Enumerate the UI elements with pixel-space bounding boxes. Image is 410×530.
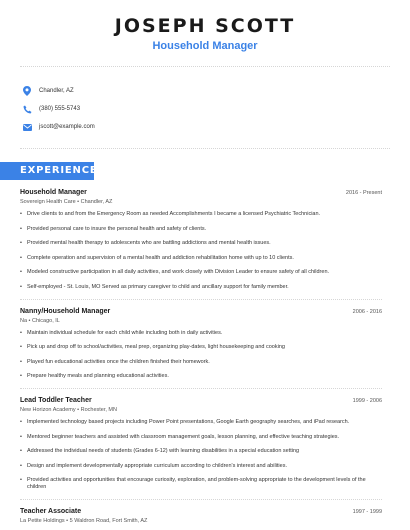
location-pin-icon xyxy=(22,86,32,96)
bullet-item: • Prepare healthy meals and planning educational activities. xyxy=(20,373,382,380)
experience-heading: EXPERIENCE xyxy=(0,162,94,180)
job-entry xyxy=(20,189,382,291)
job-bullets xyxy=(20,330,382,381)
bullet-item: • Addressed the individual needs of students (Grades 6-12) with learning disabilities in a special education setting xyxy=(20,448,382,455)
job-divider xyxy=(20,499,382,500)
resume-header xyxy=(0,0,410,53)
phone-icon xyxy=(22,104,32,114)
bullet-item: • Modeled constructive participation in all daily activities, and work closely with Division Leader to ensure safety of all children. xyxy=(20,269,382,276)
bullet-item: • Drive clients to and from the Emergency Room as needed Accomplishments I became a licensed Psychiatric Technician. xyxy=(20,211,382,218)
job-entry xyxy=(20,508,382,524)
job-bullets xyxy=(20,211,382,291)
bullet-item: • Played fun educational activities once the children finished their homework. xyxy=(20,359,382,366)
job-dates: 1997 - 1999 xyxy=(352,508,382,515)
job-dates: 1999 - 2006 xyxy=(352,397,382,404)
job-dates: 2016 - Present xyxy=(345,190,382,196)
contact-phone xyxy=(22,100,95,118)
contact-divider xyxy=(20,148,390,149)
bullet-item: • Design and implement developmentally appropriate curriculum according to children's interest and abilities. xyxy=(20,463,382,470)
header-divider xyxy=(20,66,390,67)
bullet-item: • Self-employed - St. Louis, MO Served as primary caregiver to child and ancillary support for family member. xyxy=(20,284,382,291)
bullet-item: • Maintain individual schedule for each child while including both in daily activities. xyxy=(20,330,382,337)
job-title: Teacher Associate xyxy=(20,507,82,515)
contact-email xyxy=(22,118,95,136)
job-company: La Petite Holdings • 5 Waldron Road, Fort Smith, AZ xyxy=(20,517,148,524)
job-company: New Horizon Academy • Rochester, MN xyxy=(20,406,117,413)
job-divider xyxy=(20,388,382,389)
job-dates: 2006 - 2016 xyxy=(352,308,382,315)
job-title-headline: Household Manager xyxy=(152,40,258,52)
contact-location xyxy=(22,82,95,100)
bullet-item: • Mentored beginner teachers and assisted with classroom management goals, lesson planning, and effective teaching strategies. xyxy=(20,434,382,441)
job-company: Sovereign Health Care • Chandler, AZ xyxy=(20,199,113,205)
job-title: Nanny/Household Manager xyxy=(20,307,111,315)
job-title: Household Manager xyxy=(20,189,87,196)
location-text: Chandler, AZ xyxy=(39,88,74,94)
bullet-item: • Provided mental health therapy to adolescents who are battling addictions and mental health issues. xyxy=(20,240,382,247)
bullet-item: • Complete operation and supervision of a mental health and addiction rehabilitation home with up to 10 clients. xyxy=(20,255,382,262)
contact-info xyxy=(22,82,95,136)
job-company: Na • Chicago, IL xyxy=(20,317,60,324)
bullet-item: • Pick up and drop off to school/activities, meal prep, organizing play-dates, light housekeeping and cooking xyxy=(20,344,382,351)
bullet-item: • Provided personal care to insure the personal health and safety of clients. xyxy=(20,226,382,233)
email-text: jscott@example.com xyxy=(39,124,95,130)
email-icon xyxy=(22,122,32,132)
job-divider xyxy=(20,299,382,300)
experience-list xyxy=(20,189,382,524)
job-bullets xyxy=(20,419,382,491)
candidate-name: JOSEPH SCOTT xyxy=(114,15,296,37)
job-title: Lead Toddler Teacher xyxy=(20,396,92,404)
bullet-item: • Implemented technology based projects including Power Point presentations, Google Earth geography searches, and iPad research. xyxy=(20,419,382,426)
bullet-item: • Provided activities and opportunities that encourage curiosity, exploration, and problem-solving appropriate to the development levels of the children xyxy=(20,477,382,491)
phone-text: (380) 555-5743 xyxy=(39,106,81,112)
job-entry xyxy=(20,308,382,381)
job-entry xyxy=(20,397,382,491)
